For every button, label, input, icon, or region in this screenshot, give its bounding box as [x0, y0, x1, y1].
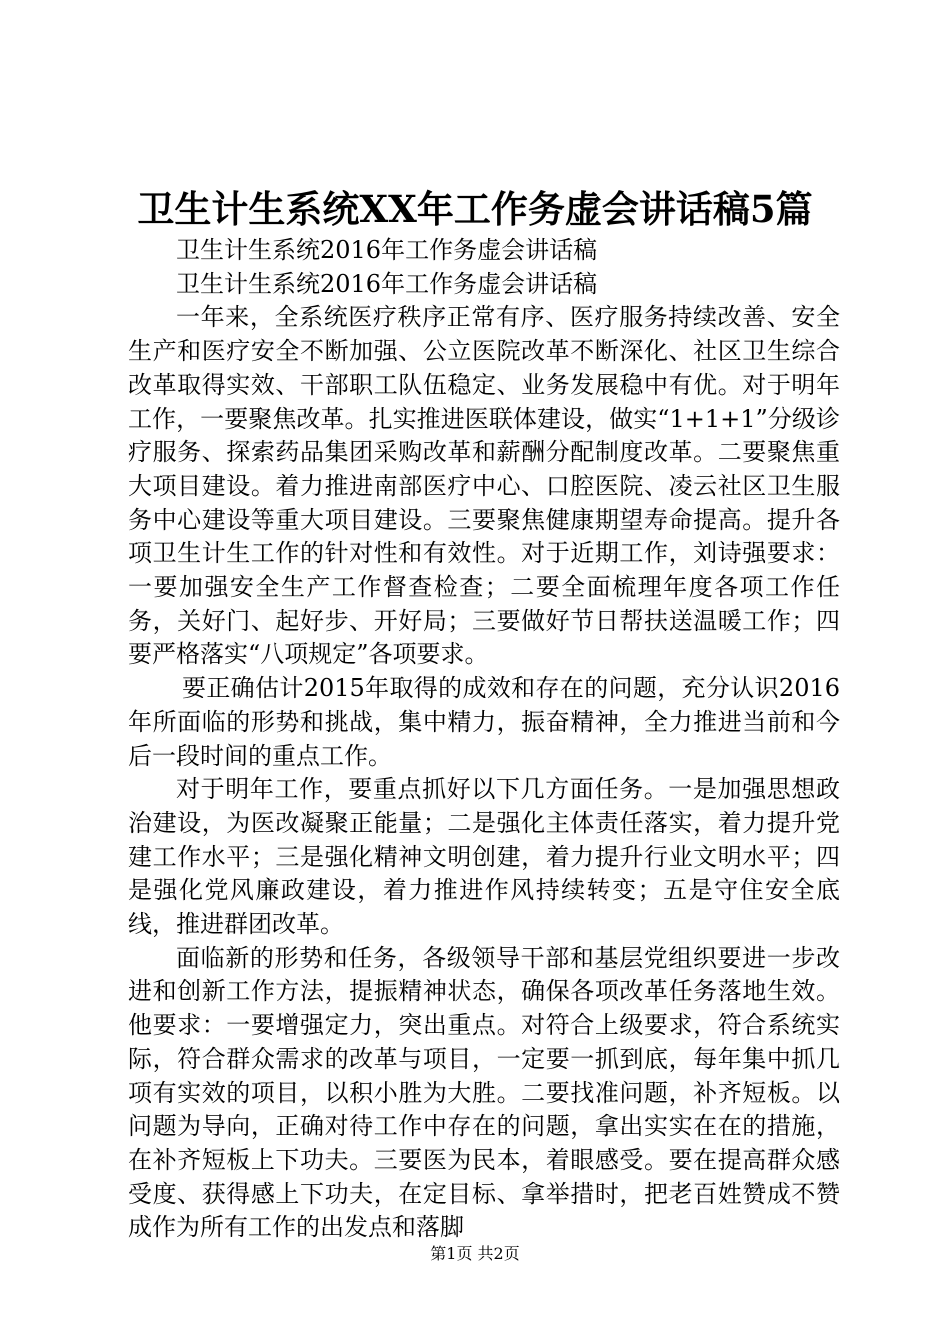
subtitle-line: 卫生计生系统2016年工作务虚会讲话稿: [176, 236, 598, 264]
subtitle-line: 卫生计生系统2016年工作务虚会讲话稿: [176, 269, 598, 298]
body-paragraph: 对于明年工作，要重点抓好以下几方面任务。一是加强思想政治建设，为医改凝聚正能量；二是强化主体责任落实，着力提升党建工作水平；三是强化精神文明创建，着力提升行业文明水平；四是强化党风廉政建设，着力推进作风持续转变；五是守住安全底线，推进群团改革。: [128, 775, 840, 939]
page-number: 第1页: [430, 1244, 473, 1263]
body-paragraph: 一年来，全系统医疗秩序正常有序、医疗服务持续改善、安全生产和医疗安全不断加强、公立医院改革不断深化、社区卫生综合改革取得实效、干部职工队伍稳定、业务发展稳中有优。对于明年工作，一要聚焦改革。扎实推进医联体建设，做实“1+1+1”分级诊疗服务、探索药品集团采购改革和薪酬分配制度改革。二要聚焦重大项目建设。着力推进南部医疗中心、口腔医院、凌云社区卫生服务中心建设等重大项目建设。三要聚焦健康期望寿命提高。提升各项卫生计生工作的针对性和有效性。对于近期工作，刘诗强要求：一要加强安全生产工作督查检查；二要全面梳理年度各项工作任务，关好门、起好步、开好局；三要做好节日帮扶送温暖工作；四要严格落实“八项规定”各项要求。: [128, 303, 840, 669]
document-body: [128, 234, 840, 1245]
body-paragraph: 面临新的形势和任务，各级领导干部和基层党组织要进一步改进和创新工作方法，提振精神状态，确保各项改革任务落地生效。他要求：一要增强定力，突出重点。对符合上级要求，符合系统实际，符合群众需求的改革与项目，一定要一抓到底，每年集中抓几项有实效的项目，以积小胜为大胜。二要找准问题，补齐短板。以问题为导向，正确对待工作中存在的问题，拿出实实在在的措施，在补齐短板上下功夫。三要医为民本，着眼感受。要在提高群众感受度、获得感上下功夫，在定目标、拿举措时，把老百姓赞成不赞成作为所有工作的出发点和落脚: [128, 943, 840, 1242]
page-total: 共2页: [477, 1244, 520, 1263]
page-footer: [0, 1242, 950, 1266]
document-title: 卫生计生系统XX年工作务虚会讲话稿5篇: [137, 187, 813, 231]
body-paragraph: 要正确估计2015年取得的成效和存在的问题，充分认识2016年所面临的形势和挑战，集中精力，振奋精神，全力推进当前和今后一段时间的重点工作。: [128, 674, 840, 770]
